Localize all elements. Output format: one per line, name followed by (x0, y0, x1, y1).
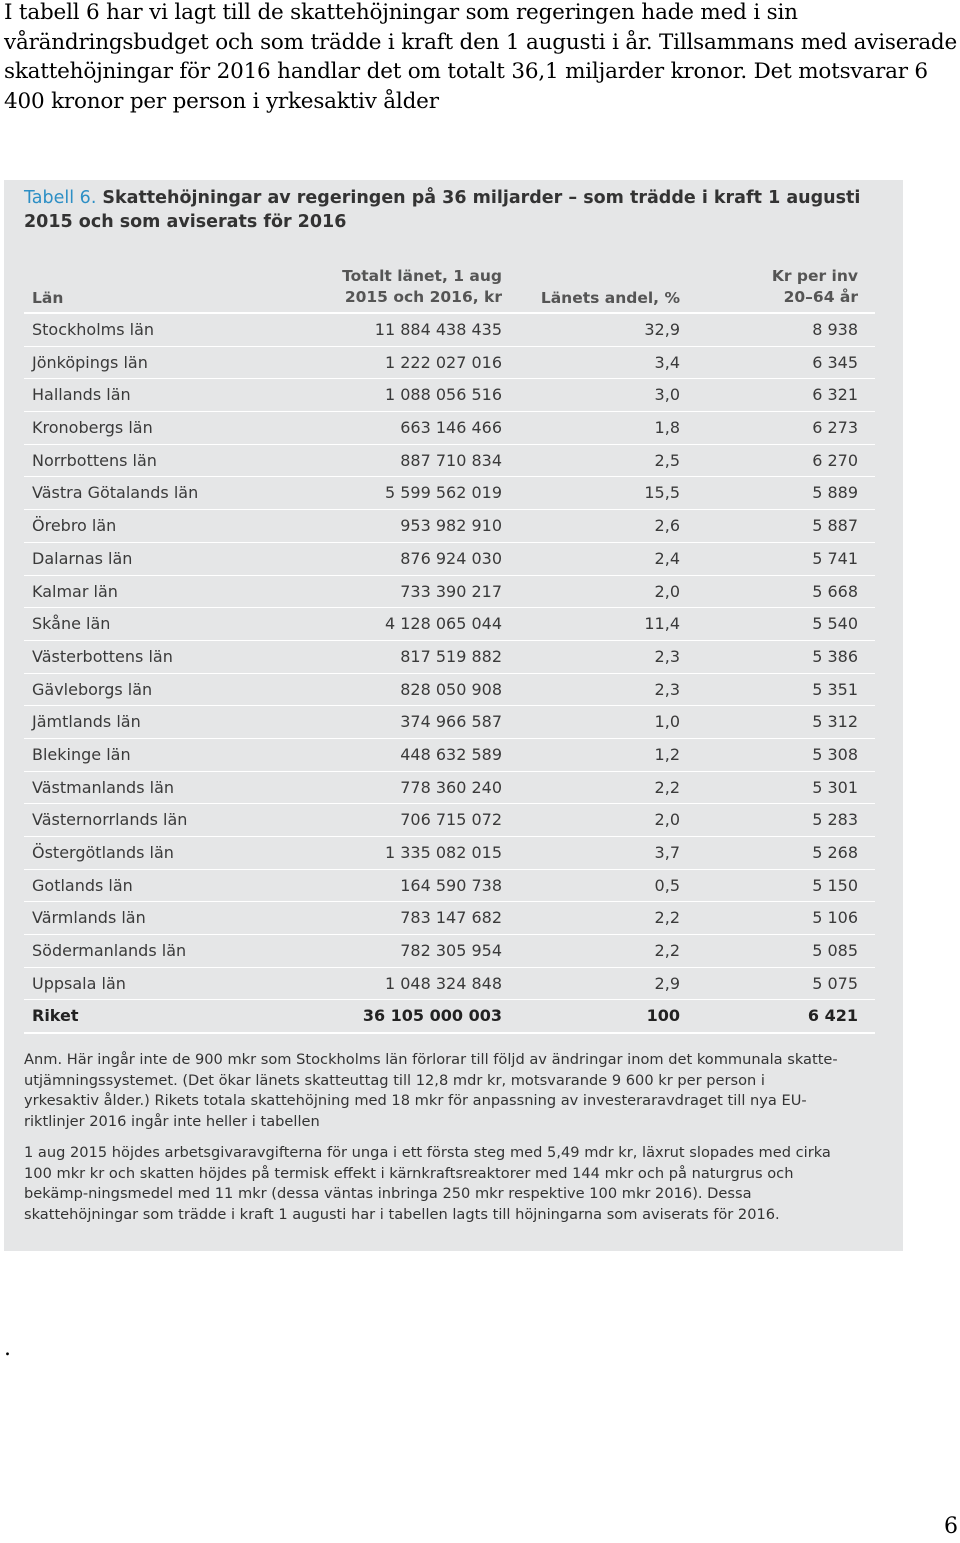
cell-kr-per-inv: 5 741 (812, 548, 858, 568)
table-row (24, 314, 875, 347)
cell-kr-per-inv: 6 421 (807, 1006, 858, 1026)
cell-andel: 1,8 (654, 418, 680, 438)
cell-lan: Södermanlands län (32, 941, 187, 961)
table-title: Skattehöjningar av regeringen på 36 miljarder – som trädde i kraft 1 augusti 2015 och som aviserats för 2016 (24, 188, 861, 232)
cell-andel: 2,3 (654, 646, 680, 666)
cell-totalt: 663 146 466 (400, 418, 502, 438)
cell-lan: Skåne län (32, 614, 111, 634)
cell-kr-per-inv: 6 270 (812, 450, 858, 470)
cell-totalt: 1 222 027 016 (384, 352, 502, 372)
cell-kr-per-inv: 5 268 (812, 843, 858, 862)
table-row (24, 445, 875, 478)
table-row (24, 772, 875, 805)
cell-totalt: 1 048 324 848 (384, 973, 502, 993)
intro-line: 400 kronor per person i yrkesaktiv ålder (4, 88, 439, 114)
cell-kr-per-inv: 5 351 (812, 679, 858, 699)
cell-kr-per-inv: 5 889 (812, 483, 858, 503)
cell-totalt: 733 390 217 (400, 581, 502, 601)
trailing-dot: . (4, 1336, 11, 1361)
cell-lan: Riket (32, 1006, 79, 1026)
cell-totalt: 5 599 562 019 (384, 483, 502, 503)
cell-andel: 11,4 (644, 614, 680, 634)
table-row (24, 641, 875, 674)
cell-totalt: 778 360 240 (400, 777, 502, 797)
cell-lan: Västerbottens län (32, 646, 173, 666)
cell-lan: Västra Götalands län (32, 483, 199, 503)
table-row (24, 347, 875, 380)
table-label: Tabell 6. (24, 188, 97, 208)
cell-kr-per-inv: 5 075 (812, 973, 858, 993)
cell-kr-per-inv: 5 668 (812, 581, 858, 601)
cell-lan: Kalmar län (32, 581, 118, 601)
cell-andel: 15,5 (644, 483, 680, 503)
cell-totalt: 1 335 082 015 (384, 843, 502, 862)
cell-lan: Värmlands län (32, 908, 146, 928)
cell-totalt: 164 590 738 (400, 875, 502, 895)
table-body (24, 314, 875, 1034)
cell-lan: Gävleborgs län (32, 679, 153, 699)
cell-kr-per-inv: 5 386 (812, 646, 858, 666)
cell-lan: Blekinge län (32, 744, 131, 764)
cell-totalt: 828 050 908 (400, 679, 502, 699)
cell-kr-per-inv: 5 540 (812, 614, 858, 634)
cell-kr-per-inv: 5 887 (812, 516, 858, 536)
table-row (24, 706, 875, 739)
cell-andel: 2,0 (654, 810, 680, 830)
table-figure (4, 180, 903, 1251)
table-caption (24, 186, 884, 234)
cell-kr-per-inv: 5 150 (812, 875, 858, 895)
cell-totalt: 36 105 000 003 (362, 1006, 502, 1026)
cell-lan: Jämtlands län (32, 712, 141, 732)
intro-line: skattehöjningar för 2016 handlar det om totalt 36,1 miljarder kronor. Det motsvarar 6 (4, 59, 928, 84)
cell-kr-per-inv: 5 106 (812, 908, 858, 928)
cell-andel: 100 (646, 1006, 680, 1026)
cell-lan: Norrbottens län (32, 450, 157, 470)
cell-totalt: 706 715 072 (400, 810, 502, 830)
cell-andel: 2,9 (654, 973, 680, 993)
table-row (24, 837, 875, 870)
table-row (24, 739, 875, 772)
cell-totalt: 1 088 056 516 (384, 385, 502, 405)
cell-andel: 2,2 (654, 908, 680, 928)
cell-lan: Hallands län (32, 385, 131, 405)
table-row (24, 674, 875, 707)
cell-lan: Dalarnas län (32, 548, 133, 568)
cell-andel: 1,0 (654, 712, 680, 732)
cell-lan: Västmanlands län (32, 777, 175, 797)
table-row (24, 804, 875, 837)
cell-kr-per-inv: 6 345 (812, 352, 858, 372)
cell-andel: 2,2 (654, 777, 680, 797)
table-row (24, 968, 875, 1001)
header-totalt: Totalt länet, 1 aug 2015 och 2016, kr (342, 267, 502, 306)
cell-kr-per-inv: 5 312 (812, 712, 858, 732)
cell-totalt: 953 982 910 (400, 516, 502, 536)
cell-andel: 0,5 (654, 875, 680, 895)
cell-andel: 2,0 (654, 581, 680, 601)
page-number: 6 (944, 1514, 958, 1539)
table-row (24, 902, 875, 935)
cell-totalt: 11 884 438 435 (374, 320, 502, 339)
cell-kr-per-inv: 5 283 (812, 810, 858, 830)
cell-andel: 1,2 (654, 744, 680, 764)
cell-kr-per-inv: 5 308 (812, 744, 858, 764)
table-row (24, 543, 875, 576)
intro-paragraph (4, 0, 960, 116)
cell-andel: 2,2 (654, 941, 680, 961)
cell-lan: Uppsala län (32, 973, 126, 993)
table-notes (24, 1050, 844, 1236)
cell-kr-per-inv: 5 085 (812, 941, 858, 961)
intro-line: vårändringsbudget och som trädde i kraft den 1 augusti i år. Tillsammans med aviserade (4, 29, 958, 55)
table-row (24, 477, 875, 510)
table-row (24, 870, 875, 903)
header-andel: Länets andel, % (540, 289, 680, 307)
cell-andel: 2,5 (654, 450, 680, 470)
cell-totalt: 4 128 065 044 (384, 614, 502, 634)
note-paragraph: 1 aug 2015 höjdes arbetsgivaravgifterna för unga i ett första steg med 5,49 mdr kr, läxrut slopades med cirka 100 mkr kr och skatten höjdes på termisk effekt i kärnkraftsreaktorer med 144 mkr och på naturgrus och bekämp-ningsmedel med 11 mkr (dessa väntas inbringa 250 mkr respektive 100 mkr 2016). Dessa skattehöjningar som trädde i kraft 1 augusti har i tabellen lagts till höjningarna som aviserats för 2016. (24, 1144, 831, 1223)
cell-totalt: 887 710 834 (400, 450, 502, 470)
header-lan: Län (32, 289, 64, 307)
cell-lan: Örebro län (32, 516, 117, 536)
cell-totalt: 374 966 587 (400, 712, 502, 732)
intro-line: I tabell 6 har vi lagt till de skattehöjningar som regeringen hade med i sin (4, 0, 798, 25)
cell-totalt: 876 924 030 (400, 548, 502, 568)
table-row (24, 379, 875, 412)
cell-lan: Västernorrlands län (32, 810, 188, 830)
table-total-row (24, 1000, 875, 1034)
cell-lan: Gotlands län (32, 875, 133, 895)
cell-andel: 2,3 (654, 679, 680, 699)
cell-kr-per-inv: 6 273 (812, 418, 858, 438)
header-kr-per-inv: Kr per inv 20–64 år (771, 267, 858, 306)
table-row (24, 608, 875, 641)
cell-lan: Stockholms län (32, 320, 155, 339)
cell-totalt: 448 632 589 (400, 744, 502, 764)
cell-lan: Kronobergs län (32, 418, 153, 438)
table-header (24, 266, 875, 314)
table-row (24, 510, 875, 543)
cell-lan: Jönköpings län (32, 352, 148, 372)
cell-andel: 2,4 (654, 548, 680, 568)
cell-andel: 3,4 (654, 352, 680, 372)
note-paragraph: Anm. Här ingår inte de 900 mkr som Stockholms län förlorar till följd av ändringar inom det kommunala skatte-utjämningssystemet. (Det ökar länets skatteuttag till 12,8 mdr kr, motsvarande 9 600 kr per person i yrkesaktiv ålder.) Rikets totala skattehöjning med 18 mkr för anpassning av investeraravdraget till nya EU-riktlinjer 2016 ingår inte heller i tabellen (24, 1051, 838, 1130)
table-row (24, 412, 875, 445)
cell-andel: 3,7 (654, 843, 680, 862)
cell-totalt: 817 519 882 (400, 646, 502, 666)
cell-andel: 32,9 (644, 320, 680, 339)
cell-kr-per-inv: 6 321 (812, 385, 858, 405)
cell-totalt: 783 147 682 (400, 908, 502, 928)
cell-kr-per-inv: 8 938 (812, 320, 858, 339)
cell-lan: Östergötlands län (32, 843, 174, 862)
table-row (24, 935, 875, 968)
cell-andel: 3,0 (654, 385, 680, 405)
cell-totalt: 782 305 954 (400, 941, 502, 961)
table-row (24, 576, 875, 609)
cell-kr-per-inv: 5 301 (812, 777, 858, 797)
cell-andel: 2,6 (654, 516, 680, 536)
